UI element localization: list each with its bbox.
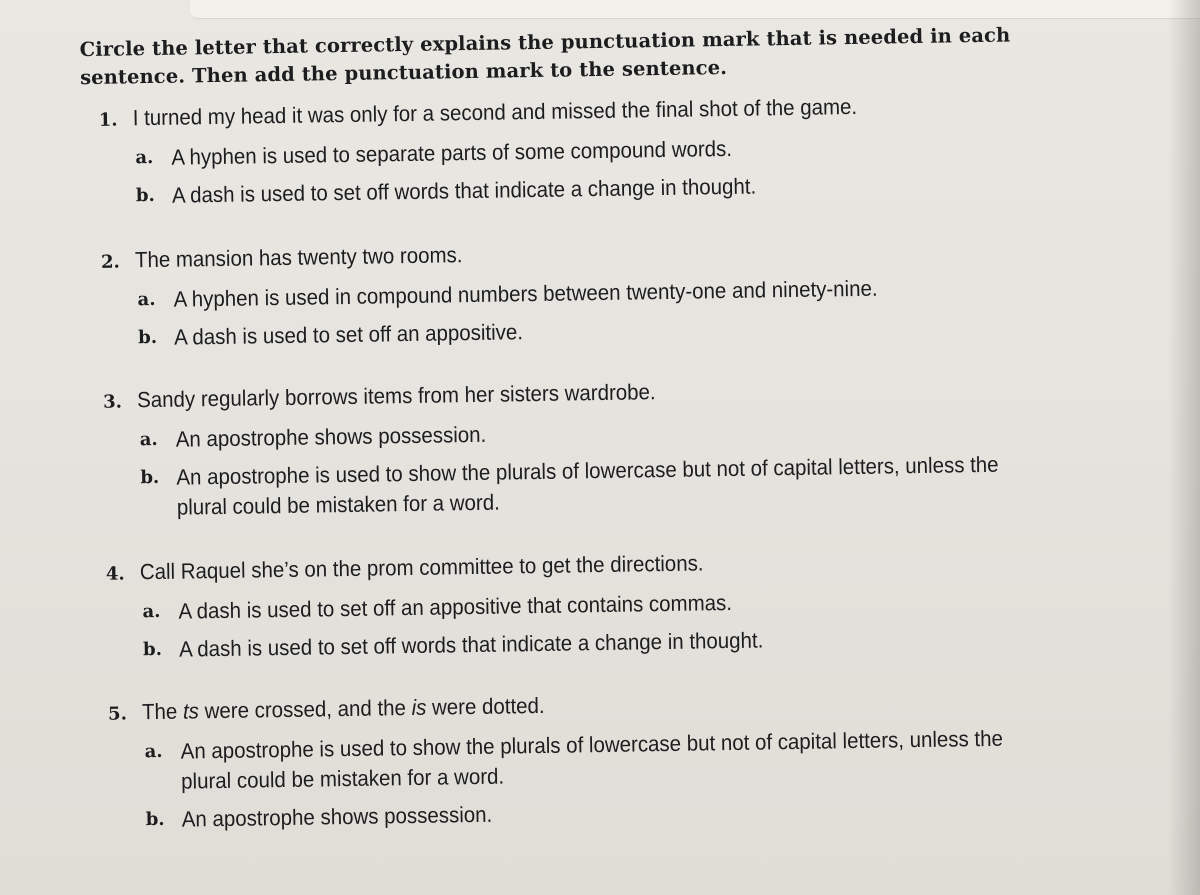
option-letter: a. bbox=[135, 146, 154, 169]
option-letter: b. bbox=[142, 638, 163, 661]
question-number: 4. bbox=[105, 563, 125, 585]
option-a[interactable] bbox=[140, 410, 1104, 455]
option-b[interactable] bbox=[143, 620, 1107, 665]
option-letter: a. bbox=[142, 600, 161, 623]
option-text: A dash is used to set off an appositive. bbox=[173, 319, 524, 350]
option-text: An apostrophe is used to show the plurals of lowercase but not of capital letters, unless the plural could be mistaken for a word. bbox=[180, 725, 1004, 794]
option-letter: b. bbox=[138, 326, 158, 349]
option-b[interactable] bbox=[138, 308, 1102, 353]
question-sentence: Call Raquel she’s on the prom committee to get the directions. bbox=[139, 550, 704, 585]
option-letter: a. bbox=[137, 288, 156, 311]
option-letter: b. bbox=[140, 466, 160, 489]
option-text: An apostrophe is used to show the plurals of lowercase but not of capital letters, unless the plural could be mistaken for a word. bbox=[176, 451, 999, 520]
question-sentence: The mansion has twenty two rooms. bbox=[134, 242, 463, 273]
option-text: An apostrophe shows possession. bbox=[181, 801, 493, 832]
option-a[interactable] bbox=[144, 722, 1109, 797]
option-a[interactable] bbox=[135, 128, 1099, 173]
question-number: 2. bbox=[100, 251, 120, 273]
question-4 bbox=[106, 542, 1108, 666]
option-letter: a. bbox=[139, 428, 158, 451]
option-text: A dash is used to set off words that indicate a change in thought. bbox=[171, 173, 757, 208]
option-letter: a. bbox=[144, 740, 163, 763]
question-number: 5. bbox=[107, 703, 128, 725]
option-a[interactable] bbox=[137, 270, 1101, 315]
option-text: A hyphen is used in compound numbers between twenty-one and ninety-nine. bbox=[173, 275, 878, 312]
question-1 bbox=[99, 88, 1101, 212]
question-sentence: The ts were crossed, and the is were dotted. bbox=[141, 692, 545, 725]
question-sentence: Sandy regularly borrows items from her sisters wardrobe. bbox=[136, 379, 656, 413]
option-text: An apostrophe shows possession. bbox=[175, 421, 487, 452]
option-a[interactable] bbox=[142, 582, 1106, 627]
option-text: A dash is used to set off an appositive that contains commas. bbox=[178, 589, 733, 624]
question-number: 3. bbox=[103, 391, 123, 413]
question-5 bbox=[108, 682, 1110, 836]
option-b[interactable] bbox=[140, 448, 1105, 523]
question-2 bbox=[101, 230, 1103, 354]
option-text: A hyphen is used to separate parts of some compound words. bbox=[171, 135, 733, 170]
question-3 bbox=[103, 370, 1105, 524]
option-letter: b. bbox=[145, 808, 165, 831]
question-number: 1. bbox=[98, 109, 118, 131]
option-b[interactable] bbox=[136, 166, 1100, 211]
instructions: Circle the letter that correctly explains the punctuation mark that is needed in each sentence. Then add the punctuation mark to the sentence. bbox=[79, 23, 1011, 90]
option-b[interactable] bbox=[146, 790, 1110, 835]
option-letter: b. bbox=[135, 184, 155, 207]
question-sentence: I turned my head it was only for a second and missed the final shot of the game. bbox=[132, 93, 858, 131]
option-text: A dash is used to set off words that indicate a change in thought. bbox=[178, 627, 764, 662]
